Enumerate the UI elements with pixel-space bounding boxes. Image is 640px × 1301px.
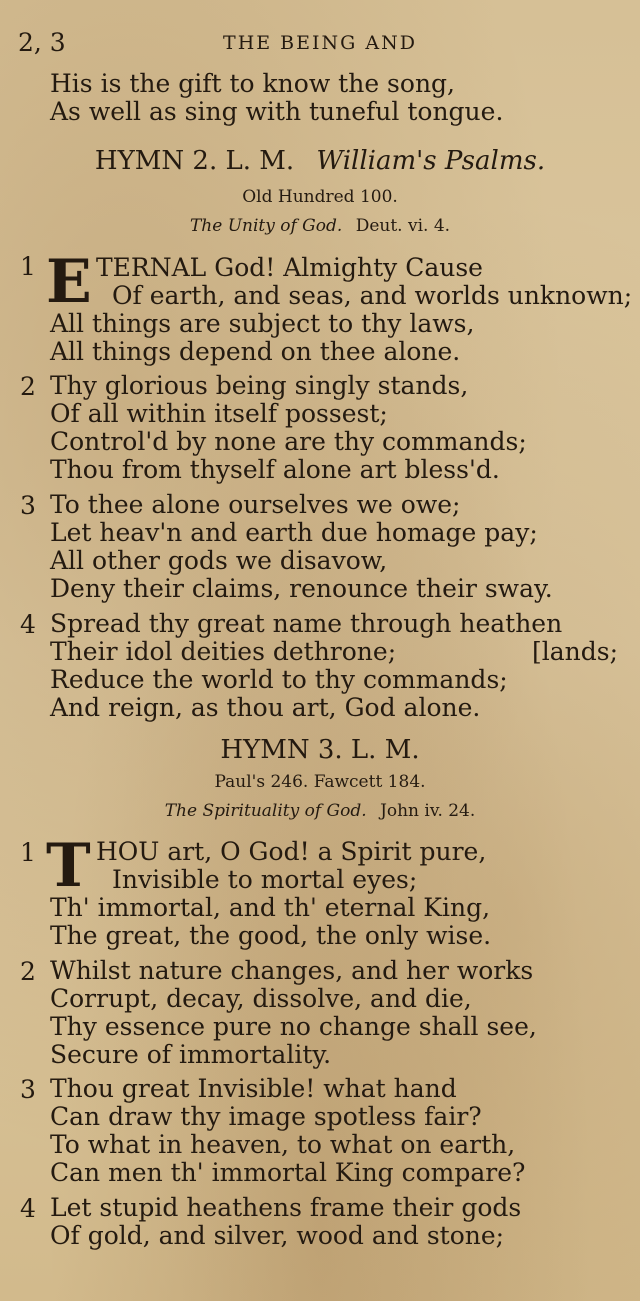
verse-line: All other gods we disavow, bbox=[50, 546, 388, 575]
subject-line bbox=[0, 801, 640, 821]
verse-line: The great, the good, the only wise. bbox=[50, 921, 492, 950]
verse-number: 4 bbox=[20, 610, 36, 639]
verse-line: Control'd by none are thy commands; bbox=[50, 427, 527, 456]
verse-line: Thou from thyself alone art bless'd. bbox=[50, 455, 500, 484]
verse-line: Thy glorious being singly stands, bbox=[50, 371, 469, 400]
page-number: 2, 3 bbox=[18, 28, 66, 57]
hymn-title: HYMN 3. L. M. bbox=[220, 735, 420, 765]
hymn-source: William's Psalms. bbox=[316, 146, 546, 176]
verse-line: Th' immortal, and th' eternal King, bbox=[50, 893, 491, 922]
verse-line: Can men th' immortal King compare? bbox=[50, 1158, 526, 1187]
verse-line: To thee alone ourselves we owe; bbox=[50, 490, 461, 519]
verse-number: 3 bbox=[20, 491, 36, 520]
verse-line: Spread thy great name through heathen bbox=[50, 609, 563, 638]
verse-line: HOU art, O God! a Spirit pure, bbox=[96, 837, 487, 866]
running-title: THE BEING AND bbox=[223, 32, 417, 54]
verse-line: Let stupid heathens frame their gods bbox=[50, 1193, 522, 1222]
verse-number: 1 bbox=[20, 252, 36, 281]
drop-cap: E bbox=[46, 247, 92, 317]
page-header bbox=[18, 28, 622, 60]
verse-line: And reign, as thou art, God alone. bbox=[50, 693, 481, 722]
tune-reference: Old Hundred 100. bbox=[242, 187, 398, 207]
verse-line: Reduce the world to thy commands; bbox=[50, 665, 508, 694]
verse-number: 2 bbox=[20, 957, 36, 986]
opening-line: His is the gift to know the song, bbox=[50, 69, 455, 98]
verse-line: Of all within itself possest; bbox=[50, 399, 388, 428]
verse-line: Thy essence pure no change shall see, bbox=[50, 1012, 537, 1041]
verse-line: Deny their claims, renounce their sway. bbox=[50, 574, 553, 603]
hymn-subject: The Unity of God. bbox=[189, 216, 343, 236]
hymn-number-meter: HYMN 2. L. M. bbox=[94, 146, 295, 176]
opening-line: As well as sing with tuneful tongue. bbox=[50, 97, 504, 126]
verse-line: All things are subject to thy laws, bbox=[50, 309, 475, 338]
verse-number: 4 bbox=[20, 1194, 36, 1223]
turnover-word: [lands; bbox=[532, 637, 619, 666]
verse-line: Of gold, and silver, wood and stone; bbox=[50, 1221, 505, 1250]
verse-line: All things depend on thee alone. bbox=[50, 337, 461, 366]
tune-reference: Paul's 246. Fawcett 184. bbox=[214, 772, 426, 792]
verse-line: Secure of immortality. bbox=[50, 1040, 332, 1069]
verse-line: Invisible to mortal eyes; bbox=[112, 865, 418, 894]
verse-line: Whilst nature changes, and her works bbox=[50, 956, 534, 985]
verse-line: Of earth, and seas, and worlds unknown; bbox=[112, 281, 633, 310]
hymn-subject: The Spirituality of God. bbox=[164, 801, 367, 821]
subject-line bbox=[0, 216, 640, 236]
verse-number: 1 bbox=[20, 838, 36, 867]
verse-number: 2 bbox=[20, 372, 36, 401]
verse-line: Can draw thy image spotless fair? bbox=[50, 1102, 482, 1131]
verse-line: To what in heaven, to what on earth, bbox=[50, 1130, 516, 1159]
verse-line: Let heav'n and earth due homage pay; bbox=[50, 518, 538, 547]
verse-line: Their idol deities dethrone; bbox=[50, 637, 397, 666]
scripture-reference: Deut. vi. 4. bbox=[355, 216, 451, 236]
drop-cap: T bbox=[46, 831, 91, 901]
verse-line: Corrupt, decay, dissolve, and die, bbox=[50, 984, 472, 1013]
scripture-reference: John iv. 24. bbox=[380, 801, 476, 821]
verse-line: TERNAL God! Almighty Cause bbox=[96, 253, 483, 282]
verse-line: Thou great Invisible! what hand bbox=[50, 1074, 457, 1103]
verse-number: 3 bbox=[20, 1075, 36, 1104]
hymn-title bbox=[0, 146, 640, 176]
